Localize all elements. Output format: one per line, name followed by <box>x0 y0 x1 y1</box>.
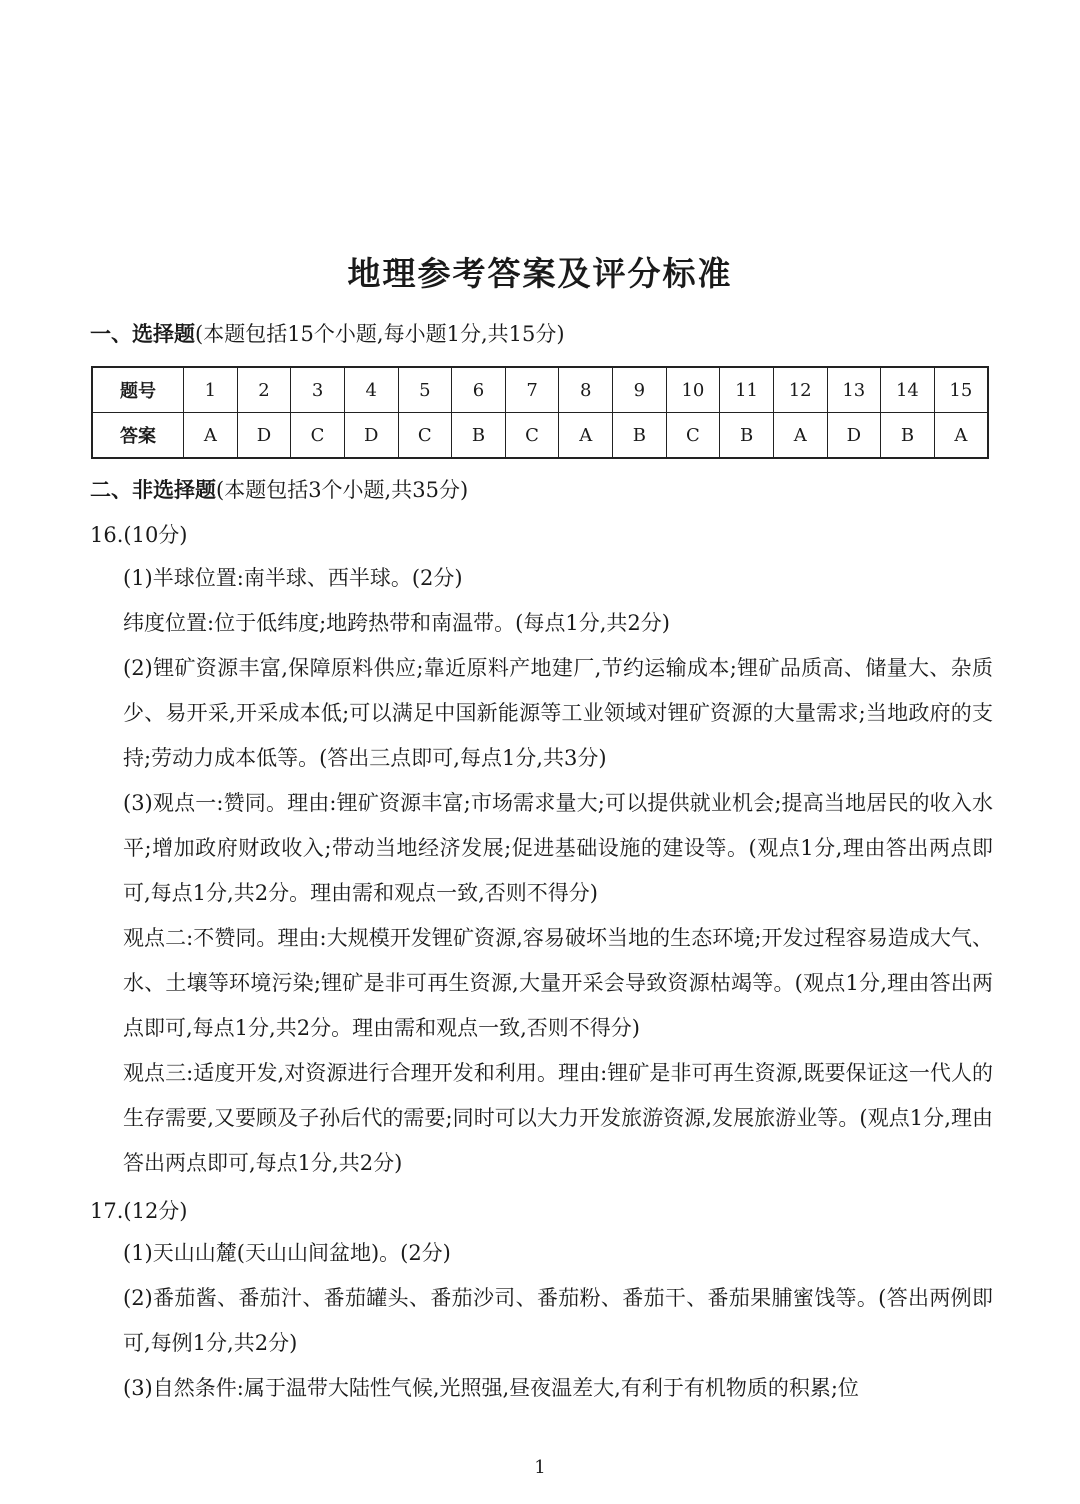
q16-part2: (2)锂矿资源丰富,保障原料供应;靠近原料产地建厂,节约运输成本;锂矿品质高、储量大、杂质少、易开采,开采成本低;可以满足中国新能源等工业领域对锂矿资源的大量需求;当地政府的支持;劳动力成本低等。(答出三点即可,每点1分,共3分) <box>123 656 993 770</box>
q16-part3-view3: 观点三:适度开发,对资源进行合理开发和利用。理由:锂矿是非可再生资源,既要保证这一代人的生存需要,又要顾及子孙后代的需要;同时可以大力开发旅游资源,发展旅游业等。(观点1分,理由答出两点即可,每点1分,共2分) <box>123 1061 993 1175</box>
answer-cell: D <box>344 413 398 459</box>
q16-part1-latitude: 纬度位置:位于低纬度;地跨热带和南温带。(每点1分,共2分) <box>123 611 670 635</box>
q16-part1-hemisphere: (1)半球位置:南半球、西半球。(2分) <box>123 566 463 590</box>
answer-table <box>91 366 989 459</box>
section-two-heading <box>90 474 468 504</box>
question-number-cell: 2 <box>237 367 291 413</box>
q17-part3: (3)自然条件:属于温带大陆性气候,光照强,昼夜温差大,有利于有机物质的积累;位 <box>123 1376 859 1400</box>
section-one-heading <box>90 318 565 348</box>
section-two-label: 二、非选择题 <box>90 478 216 502</box>
question-number-cell: 12 <box>773 367 827 413</box>
answer-cell: B <box>613 413 667 459</box>
question-number-cell: 15 <box>934 367 988 413</box>
answer-cell: C <box>398 413 452 459</box>
question-number-cell: 10 <box>666 367 720 413</box>
answer-cell: A <box>934 413 988 459</box>
q16-part3-view1: (3)观点一:赞同。理由:锂矿资源丰富;市场需求量大;可以提供就业机会;提高当地居民的收入水平;增加政府财政收入;带动当地经济发展;促进基础设施的建设等。(观点1分,理由答出两点即可,每点1分,共2分。理由需和观点一致,否则不得分) <box>123 791 993 905</box>
answer-cell: C <box>291 413 345 459</box>
section-two-note: (本题包括3个小题,共35分) <box>216 478 469 502</box>
page-number: 1 <box>534 1457 546 1478</box>
question-number-cell: 9 <box>613 367 667 413</box>
question-17-heading: 17.(12分) <box>90 1199 188 1223</box>
answer-cell: D <box>827 413 881 459</box>
question-number-cell: 11 <box>720 367 774 413</box>
question-16-heading: 16.(10分) <box>90 523 188 547</box>
q16-part3-view2: 观点二:不赞同。理由:大规模开发锂矿资源,容易破坏当地的生态环境;开发过程容易造成大气、水、土壤等环境污染;锂矿是非可再生资源,大量开采会导致资源枯竭等。(观点1分,理由答出两点即可,每点1分,共2分。理由需和观点一致,否则不得分) <box>123 926 993 1040</box>
question-16-body <box>123 556 993 1186</box>
question-number-cell: 13 <box>827 367 881 413</box>
question-17-body <box>123 1231 993 1411</box>
answer-cell: A <box>184 413 238 459</box>
answer-cell: C <box>666 413 720 459</box>
question-number-cell: 4 <box>344 367 398 413</box>
answer-cell: B <box>452 413 506 459</box>
question-number-cell: 1 <box>184 367 238 413</box>
answer-cell: A <box>559 413 613 459</box>
question-number-cell: 6 <box>452 367 506 413</box>
section-one-note: (本题包括15个小题,每小题1分,共15分) <box>195 322 565 346</box>
answer-cell: C <box>505 413 559 459</box>
question-number-cell: 5 <box>398 367 452 413</box>
answer-row <box>92 413 988 459</box>
question-number-cell: 8 <box>559 367 613 413</box>
answer-cell: B <box>881 413 935 459</box>
question-number-cell: 7 <box>505 367 559 413</box>
page-title: 地理参考答案及评分标准 <box>347 254 733 293</box>
answer-cell: B <box>720 413 774 459</box>
question-number-cell: 3 <box>291 367 345 413</box>
q17-part1: (1)天山山麓(天山山间盆地)。(2分) <box>123 1241 451 1265</box>
q17-part2: (2)番茄酱、番茄汁、番茄罐头、番茄沙司、番茄粉、番茄干、番茄果脯蜜饯等。(答出两例即可,每例1分,共2分) <box>123 1286 993 1355</box>
question-number-row <box>92 367 988 413</box>
section-one-label: 一、选择题 <box>90 322 195 346</box>
row-label-answer: 答案 <box>92 413 184 459</box>
answer-cell: D <box>237 413 291 459</box>
question-number-cell: 14 <box>881 367 935 413</box>
row-label-number: 题号 <box>92 367 184 413</box>
answer-cell: A <box>773 413 827 459</box>
